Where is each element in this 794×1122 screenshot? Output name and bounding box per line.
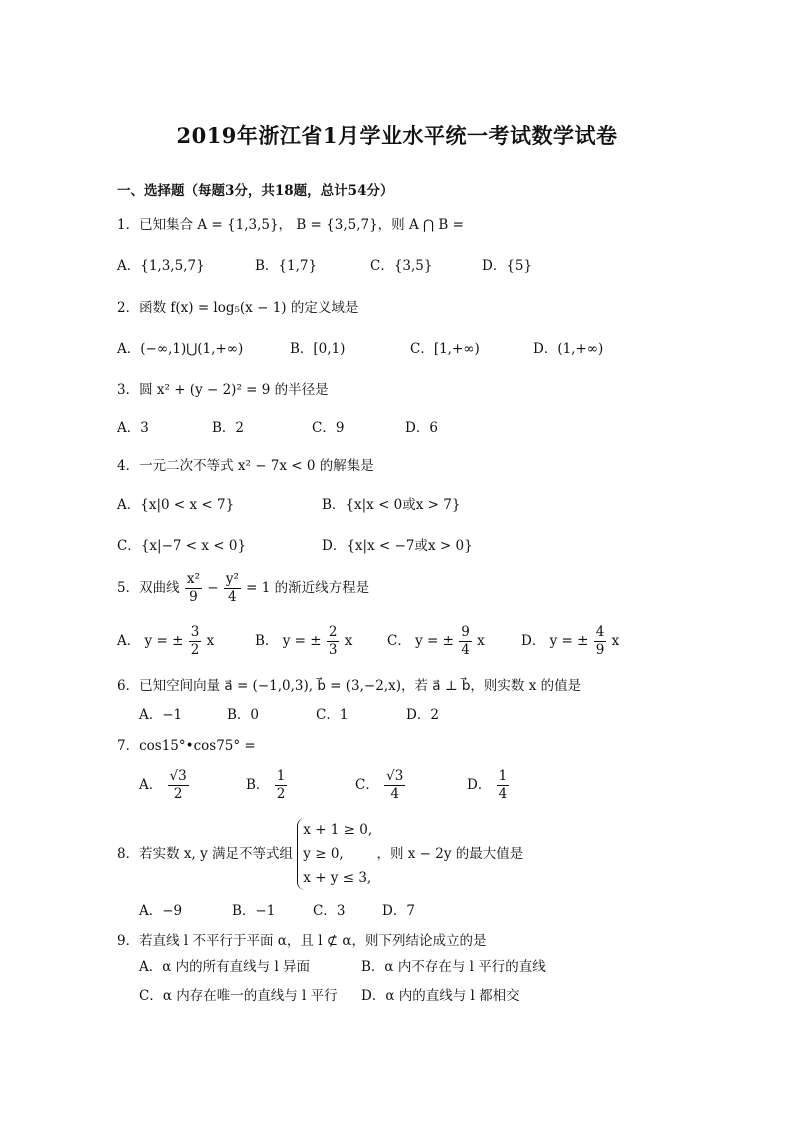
q8-option-a: A．−9 (139, 903, 183, 919)
q5-option-d-num: 4 (595, 624, 605, 640)
q5-option-b-fraction (327, 624, 340, 659)
q5-fraction-x (185, 571, 202, 606)
q7-option-b-label: B． (246, 777, 270, 793)
q5-option-c-post: x (477, 633, 485, 649)
q5-option-c (387, 624, 485, 659)
q7-option-c-num: √3 (386, 768, 404, 784)
q7-option-b-den: 2 (276, 786, 286, 802)
q8-option-d: D．7 (382, 903, 415, 919)
q5-option-a-post: x (206, 633, 215, 649)
q5-option-d-post: x (611, 633, 620, 649)
q8-system-line-1: x + 1 ≥ 0, (303, 822, 373, 838)
q5-option-d-den: 9 (595, 642, 605, 658)
page-title: 2019年浙江省1月学业水平统一考试数学试卷 (176, 123, 618, 148)
q7-option-d-num: 1 (498, 768, 508, 784)
q2-option-b: B．[0,1) (290, 341, 346, 357)
q7-option-d-den: 4 (498, 786, 508, 802)
question-6: 6．已知空间向量 a⃗ = (−1,0,3), b⃗ = (3,−2,x)，若 a⃗ ⊥ b⃗，则实数 x 的值是 (117, 678, 582, 694)
q5-option-b-post: x (344, 633, 353, 649)
q5-option-a-pre: y = ± (144, 633, 184, 649)
q2-option-c: C．[1,+∞) (410, 341, 480, 357)
q9-option-a: A．α 内的所有直线与 l 异面 (139, 959, 311, 975)
question-3: 3．圆 x² + (y − 2)² = 9 的半径是 (117, 382, 329, 398)
q5-option-c-den: 4 (461, 642, 470, 658)
q5-option-a-fraction (189, 624, 202, 659)
q2-option-d: D．(1,+∞) (533, 341, 604, 357)
q7-option-d-fraction (497, 768, 510, 803)
q5-option-a-den: 2 (190, 642, 200, 658)
q9-option-d: D．α 内的直线与 l 都相交 (361, 988, 520, 1004)
q3-option-a: A．3 (117, 420, 149, 436)
q8-option-c: C．3 (313, 903, 346, 919)
q7-option-d-label: D． (467, 777, 492, 793)
q3-option-c: C．9 (312, 420, 345, 436)
q4-option-b: B．{x|x < 0或x > 7} (322, 497, 461, 513)
q8-system-line-3: x + y ≤ 3, (303, 870, 372, 886)
q5-option-a-num: 3 (190, 624, 200, 640)
q7-option-a-num: √3 (169, 768, 187, 784)
q8-suffix: ，则 x − 2y 的最大值是 (376, 846, 524, 862)
q5-option-b (255, 624, 352, 659)
q5-fraction-y (224, 571, 241, 606)
q8-system-line-2: y ≥ 0, (303, 846, 344, 862)
q7-option-c-fraction (384, 768, 405, 803)
q9-option-b: B．α 内不存在与 l 平行的直线 (361, 959, 546, 975)
q7-option-b (246, 768, 288, 803)
question-1: 1．已知集合 A = {1,3,5}， B = {3,5,7}，则 A ⋂ B = (117, 217, 464, 233)
q3-option-d: D．6 (405, 420, 438, 436)
q7-option-a-label: A． (139, 777, 163, 793)
q3-option-b: B．2 (212, 420, 245, 436)
q6-option-a: A．−1 (139, 707, 183, 723)
q4-option-d: D．{x|x < −7或x > 0} (322, 538, 473, 554)
q7-option-c (355, 768, 406, 803)
q5-option-c-pre: y = ± (415, 633, 454, 649)
q4-option-a: A．{x|0 < x < 7} (117, 497, 235, 513)
question-4: 4．一元二次不等式 x² − 7x < 0 的解集是 (117, 458, 374, 474)
q7-option-d (467, 768, 510, 803)
q5-frac1-num: x² (186, 571, 200, 587)
q7-option-c-den: 4 (390, 786, 400, 802)
q6-option-c: C．1 (316, 707, 349, 723)
question-7: 7．cos15°•cos75° = (117, 738, 256, 754)
q5-option-b-den: 3 (328, 642, 338, 658)
question-5 (117, 571, 369, 606)
q5-option-d-pre: y = ± (549, 633, 589, 649)
q6-option-b: B．0 (227, 707, 260, 723)
q9-option-c: C．α 内存在唯一的直线与 l 平行 (139, 988, 338, 1004)
q5-option-c-fraction (459, 624, 472, 659)
q5-frac1-den: 9 (189, 589, 198, 605)
q1-option-d: D．{5} (482, 258, 533, 274)
q5-option-d-fraction (594, 624, 607, 659)
question-2: 2．函数 f(x) = log₅(x − 1) 的定义域是 (117, 300, 359, 316)
q5-prefix: 5．双曲线 (117, 580, 180, 596)
q5-option-b-label: B． (255, 633, 279, 649)
q8-prefix: 8．若实数 x, y 满足不等式组 (117, 846, 293, 862)
q5-frac2-num: y² (225, 571, 239, 587)
q5-option-a (117, 624, 214, 659)
q4-option-c: C．{x|−7 < x < 0} (117, 538, 247, 554)
q5-option-b-num: 2 (328, 624, 338, 640)
q8-option-b: B．−1 (232, 903, 276, 919)
q5-option-d-label: D． (521, 633, 546, 649)
q5-frac2-den: 4 (228, 589, 237, 605)
q6-option-d: D．2 (406, 707, 439, 723)
q5-option-d (521, 624, 619, 659)
question-9: 9．若直线 l 不平行于平面 α，且 l ⊄ α，则下列结论成立的是 (117, 933, 487, 949)
q7-option-a-fraction (168, 768, 189, 803)
q1-option-c: C．{3,5} (370, 258, 433, 274)
q5-option-a-label: A． (117, 633, 141, 649)
q7-option-a (139, 768, 190, 803)
q2-option-a: A．(−∞,1)⋃(1,+∞) (117, 341, 244, 357)
q8-inequality-system (297, 818, 372, 890)
q5-minus: − (207, 580, 219, 596)
q1-option-a: A．{1,3,5,7} (117, 258, 205, 274)
q1-option-b: B．{1,7} (255, 258, 318, 274)
q7-option-b-fraction (275, 768, 288, 803)
q7-option-a-den: 2 (173, 786, 183, 802)
question-8 (117, 818, 523, 890)
q5-option-b-pre: y = ± (282, 633, 322, 649)
section-heading: 一、选择题（每题3分，共18题，总计54分） (117, 183, 394, 199)
q5-suffix: = 1 的渐近线方程是 (246, 580, 370, 596)
q7-option-b-num: 1 (276, 768, 286, 784)
q5-option-c-label: C． (387, 633, 411, 649)
q5-option-c-num: 9 (461, 624, 470, 640)
q7-option-c-label: C． (355, 777, 379, 793)
